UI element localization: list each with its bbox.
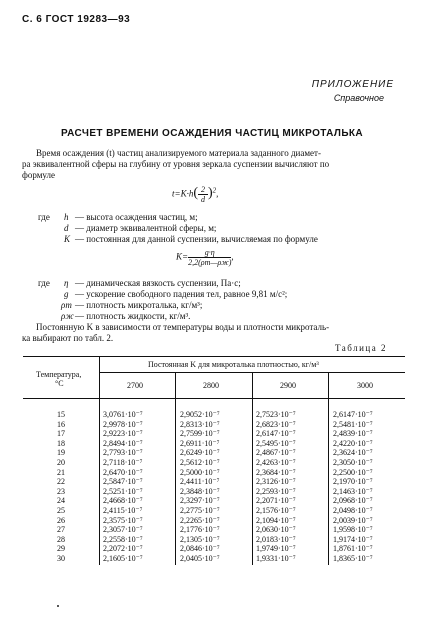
- table-cell-temperature: 27: [57, 525, 65, 535]
- where2-sym-rho-zh: ρж: [61, 311, 74, 321]
- table-cell-k-value: 2,3057·10⁻⁷: [103, 525, 143, 535]
- table-cell-k-value: 2,0630·10⁻⁷: [256, 525, 296, 535]
- col-header-density-3000: 3000: [357, 381, 373, 390]
- table-cell-temperature: 19: [57, 448, 65, 458]
- table-cell-k-value: 2,0968·10⁻⁷: [333, 496, 373, 506]
- table-cell-temperature: 26: [57, 515, 65, 525]
- table-cell-k-value: 2,3684·10⁻⁷: [256, 467, 296, 477]
- where1-sym-k: K: [64, 234, 71, 244]
- table-cell-k-value: 2,7793·10⁻⁷: [103, 448, 143, 458]
- formula1-denominator: d: [201, 195, 205, 204]
- table-cell-k-value: 2,0039·10⁻⁷: [333, 515, 373, 525]
- table-cell-k-value: 2,3126·10⁻⁷: [256, 477, 296, 487]
- formula2-numerator: g·η: [188, 248, 231, 258]
- intro-line-3: формуле: [22, 170, 55, 180]
- table-cell-k-value: 2,7599·10⁻⁷: [180, 429, 220, 439]
- table-top-rule: [23, 356, 405, 357]
- where2-label: где: [38, 278, 50, 288]
- table-cell-temperature: 23: [57, 486, 65, 496]
- table-cell-k-value: 2,1094·10⁻⁷: [256, 515, 296, 525]
- table-cell-temperature: 18: [57, 438, 65, 448]
- table-cell-k-value: 3,0761·10⁻⁷: [103, 410, 143, 419]
- table-cell-temperature: 28: [57, 534, 65, 544]
- where1-text-h: — высота осаждения частиц, м;: [75, 212, 198, 222]
- where2-sym-eta: η: [64, 278, 69, 288]
- col-header-density-2900: 2900: [280, 381, 296, 390]
- table-cell-k-value: 2,6147·10⁻⁷: [256, 429, 296, 439]
- where2-text-rho-t: — плотность микроталька, кг/м³;: [75, 300, 203, 310]
- table-cell-temperature: 17: [57, 429, 65, 439]
- table-cell-k-value: 2,2775·10⁻⁷: [180, 506, 220, 515]
- table-cell-temperature: 20: [57, 458, 65, 467]
- table-cell-k-value: 2,1305·10⁻⁷: [180, 534, 220, 544]
- where1-text-d: — диаметр эквивалентной сферы, м;: [75, 223, 217, 233]
- table-cell-k-value: 2,1463·10⁻⁷: [333, 486, 373, 496]
- where1-label: где: [38, 212, 50, 222]
- table-cell-temperature: 25: [57, 506, 65, 515]
- table-cell-k-value: 2,6911·10⁻⁷: [180, 438, 220, 448]
- table-cell-k-value: 2,4263·10⁻⁷: [256, 458, 296, 467]
- table-cell-k-value: 2,2500·10⁻⁷: [333, 467, 373, 477]
- table-cell-k-value: 2,2072·10⁻⁷: [103, 544, 143, 554]
- appendix-subtitle: Справочное: [333, 93, 384, 103]
- where2-sym-rho-t: ρт: [61, 300, 72, 310]
- table-cell-k-value: 2,5481·10⁻⁷: [333, 419, 373, 429]
- table-header-rule: [23, 398, 405, 399]
- page-header: С. 6 ГОСТ 19283—93: [22, 14, 131, 25]
- table-cell-k-value: 1,8761·10⁻⁷: [333, 544, 373, 554]
- table-cell-k-value: 2,2265·10⁻⁷: [180, 515, 220, 525]
- table-cell-k-value: 2,5612·10⁻⁷: [180, 458, 220, 467]
- tail-line-1: Постоянную K в зависимости от температуры воды и плотности микроталь-: [36, 322, 330, 332]
- table-cell-k-value: 2,0498·10⁻⁷: [333, 506, 373, 515]
- formula2-lhs: K=: [176, 251, 189, 262]
- table-cell-k-value: 1,8365·10⁻⁷: [333, 554, 373, 563]
- table-cell-k-value: 1,9749·10⁻⁷: [256, 544, 296, 554]
- table-cell-k-value: 2,0183·10⁻⁷: [256, 534, 296, 544]
- table-cell-k-value: 1,9331·10⁻⁷: [256, 554, 296, 563]
- page-mark: [57, 605, 59, 607]
- table-cell-temperature: 24: [57, 496, 65, 506]
- section-title: РАСЧЕТ ВРЕМЕНИ ОСАЖДЕНИЯ ЧАСТИЦ МИКРОТАЛЬКА: [60, 128, 364, 139]
- table-cell-k-value: 2,6470·10⁻⁷: [103, 467, 143, 477]
- table-cell-k-value: 2,3575·10⁻⁷: [103, 515, 143, 525]
- where1-text-k: — постоянная для данной суспензии, вычисляемая по формуле: [75, 234, 318, 244]
- formula2-denominator: 2,2(ρт—ρж): [188, 258, 232, 267]
- table-cell-k-value: 2,5251·10⁻⁷: [103, 486, 143, 496]
- col-header-temperature: Температура,: [36, 370, 82, 379]
- table-cell-k-value: 2,6147·10⁻⁷: [333, 410, 373, 419]
- formula1-end: ,: [216, 188, 219, 199]
- table-cell-temperature: 30: [57, 554, 65, 563]
- table-cell-temperature: 29: [57, 544, 65, 554]
- table-cell-k-value: 2,2558·10⁻⁷: [103, 534, 143, 544]
- table-cell-k-value: 2,4867·10⁻⁷: [256, 448, 296, 458]
- table-cell-k-value: 2,5495·10⁻⁷: [256, 438, 296, 448]
- table-cell-k-value: 2,0405·10⁻⁷: [180, 554, 220, 563]
- table-cell-k-value: 2,3848·10⁻⁷: [180, 486, 220, 496]
- table-cell-k-value: 2,9052·10⁻⁷: [180, 410, 220, 419]
- table-cell-k-value: 2,2593·10⁻⁷: [256, 486, 296, 496]
- col-header-density-2700: 2700: [127, 381, 143, 390]
- table-cell-k-value: 2,0846·10⁻⁷: [180, 544, 220, 554]
- where2-text-g: — ускорение свободного падения тел, равное 9,81 м/с²;: [75, 289, 288, 299]
- table-cell-k-value: 2,3297·10⁻⁷: [180, 496, 220, 506]
- table-col-divider-1: [99, 356, 100, 565]
- appendix-title: ПРИЛОЖЕНИЕ: [311, 79, 394, 90]
- col-header-temperature-unit: °С: [55, 379, 64, 388]
- col-header-density-2800: 2800: [203, 381, 219, 390]
- intro-line-2: ра эквивалентной сферы на глубину от уровня зеркала суспензии вычисляют по: [22, 159, 330, 169]
- table-cell-temperature: 16: [57, 419, 65, 429]
- formula1-power: 2: [212, 186, 217, 195]
- table-cell-k-value: 2,8313·10⁻⁷: [180, 419, 220, 429]
- table-cell-temperature: 15: [57, 410, 65, 419]
- where2-sym-g: g: [64, 289, 69, 299]
- table-caption: Таблица 2: [335, 343, 387, 353]
- table-cell-temperature: 22: [57, 477, 65, 487]
- table-col-divider-4: [328, 372, 329, 565]
- table-col-divider-2: [175, 372, 176, 565]
- table-cell-k-value: 2,5000·10⁻⁷: [180, 467, 220, 477]
- table-cell-k-value: 2,4220·10⁻⁷: [333, 438, 373, 448]
- where1-sym-h: h: [64, 212, 69, 222]
- tail-line-2: ка выбирают по табл. 2.: [22, 333, 114, 343]
- table-cell-k-value: 2,6249·10⁻⁷: [180, 448, 220, 458]
- table-cell-k-value: 2,7118·10⁻⁷: [103, 458, 143, 467]
- table-cell-k-value: 2,4839·10⁻⁷: [333, 429, 373, 439]
- table-cell-k-value: 2,1576·10⁻⁷: [256, 506, 296, 515]
- intro-line-1: Время осаждения (t) частиц анализируемого материала заданного диамет-: [36, 148, 321, 158]
- table-cell-k-value: 2,4668·10⁻⁷: [103, 496, 143, 506]
- table-cell-k-value: 2,2071·10⁻⁷: [256, 496, 296, 506]
- table-cell-k-value: 2,1605·10⁻⁷: [103, 554, 143, 563]
- where2-text-rho-zh: — плотность жидкости, кг/м³.: [75, 311, 191, 321]
- formula1-lhs: t=K·h: [172, 188, 194, 199]
- where1-sym-d: d: [64, 223, 69, 233]
- table-col-divider-3: [252, 372, 253, 565]
- table-cell-k-value: 2,4115·10⁻⁷: [103, 506, 143, 515]
- col-header-group: Постоянная K для микроталька плотностью, кг/м³: [148, 360, 319, 369]
- formula-constant-k: [176, 248, 234, 267]
- formula1-numerator: 2: [198, 185, 208, 195]
- table-cell-k-value: 2,5847·10⁻⁷: [103, 477, 143, 487]
- formula-settling-time: t=K·h( $\frac{2}{d}$ )$^2$,: [172, 185, 219, 204]
- table-cell-k-value: 1,9174·10⁻⁷: [333, 534, 373, 544]
- table-cell-k-value: 2,9978·10⁻⁷: [103, 419, 143, 429]
- table-cell-k-value: 2,8494·10⁻⁷: [103, 438, 143, 448]
- table-cell-k-value: 2,6823·10⁻⁷: [256, 419, 296, 429]
- table-cell-k-value: 1,9598·10⁻⁷: [333, 525, 373, 535]
- table-cell-k-value: 2,3050·10⁻⁷: [333, 458, 373, 467]
- table-cell-temperature: 21: [57, 467, 65, 477]
- table-cell-k-value: 2,7523·10⁻⁷: [256, 410, 296, 419]
- table-cell-k-value: 2,4411·10⁻⁷: [180, 477, 220, 487]
- table-cell-k-value: 2,1776·10⁻⁷: [180, 525, 220, 535]
- formula2-end: ,: [231, 251, 234, 262]
- table-cell-k-value: 2,3624·10⁻⁷: [333, 448, 373, 458]
- table-cell-k-value: 2,1970·10⁻⁷: [333, 477, 373, 487]
- table-cell-k-value: 2,9223·10⁻⁷: [103, 429, 143, 439]
- where2-text-eta: — динамическая вязкость суспензии, Па·с;: [75, 278, 241, 288]
